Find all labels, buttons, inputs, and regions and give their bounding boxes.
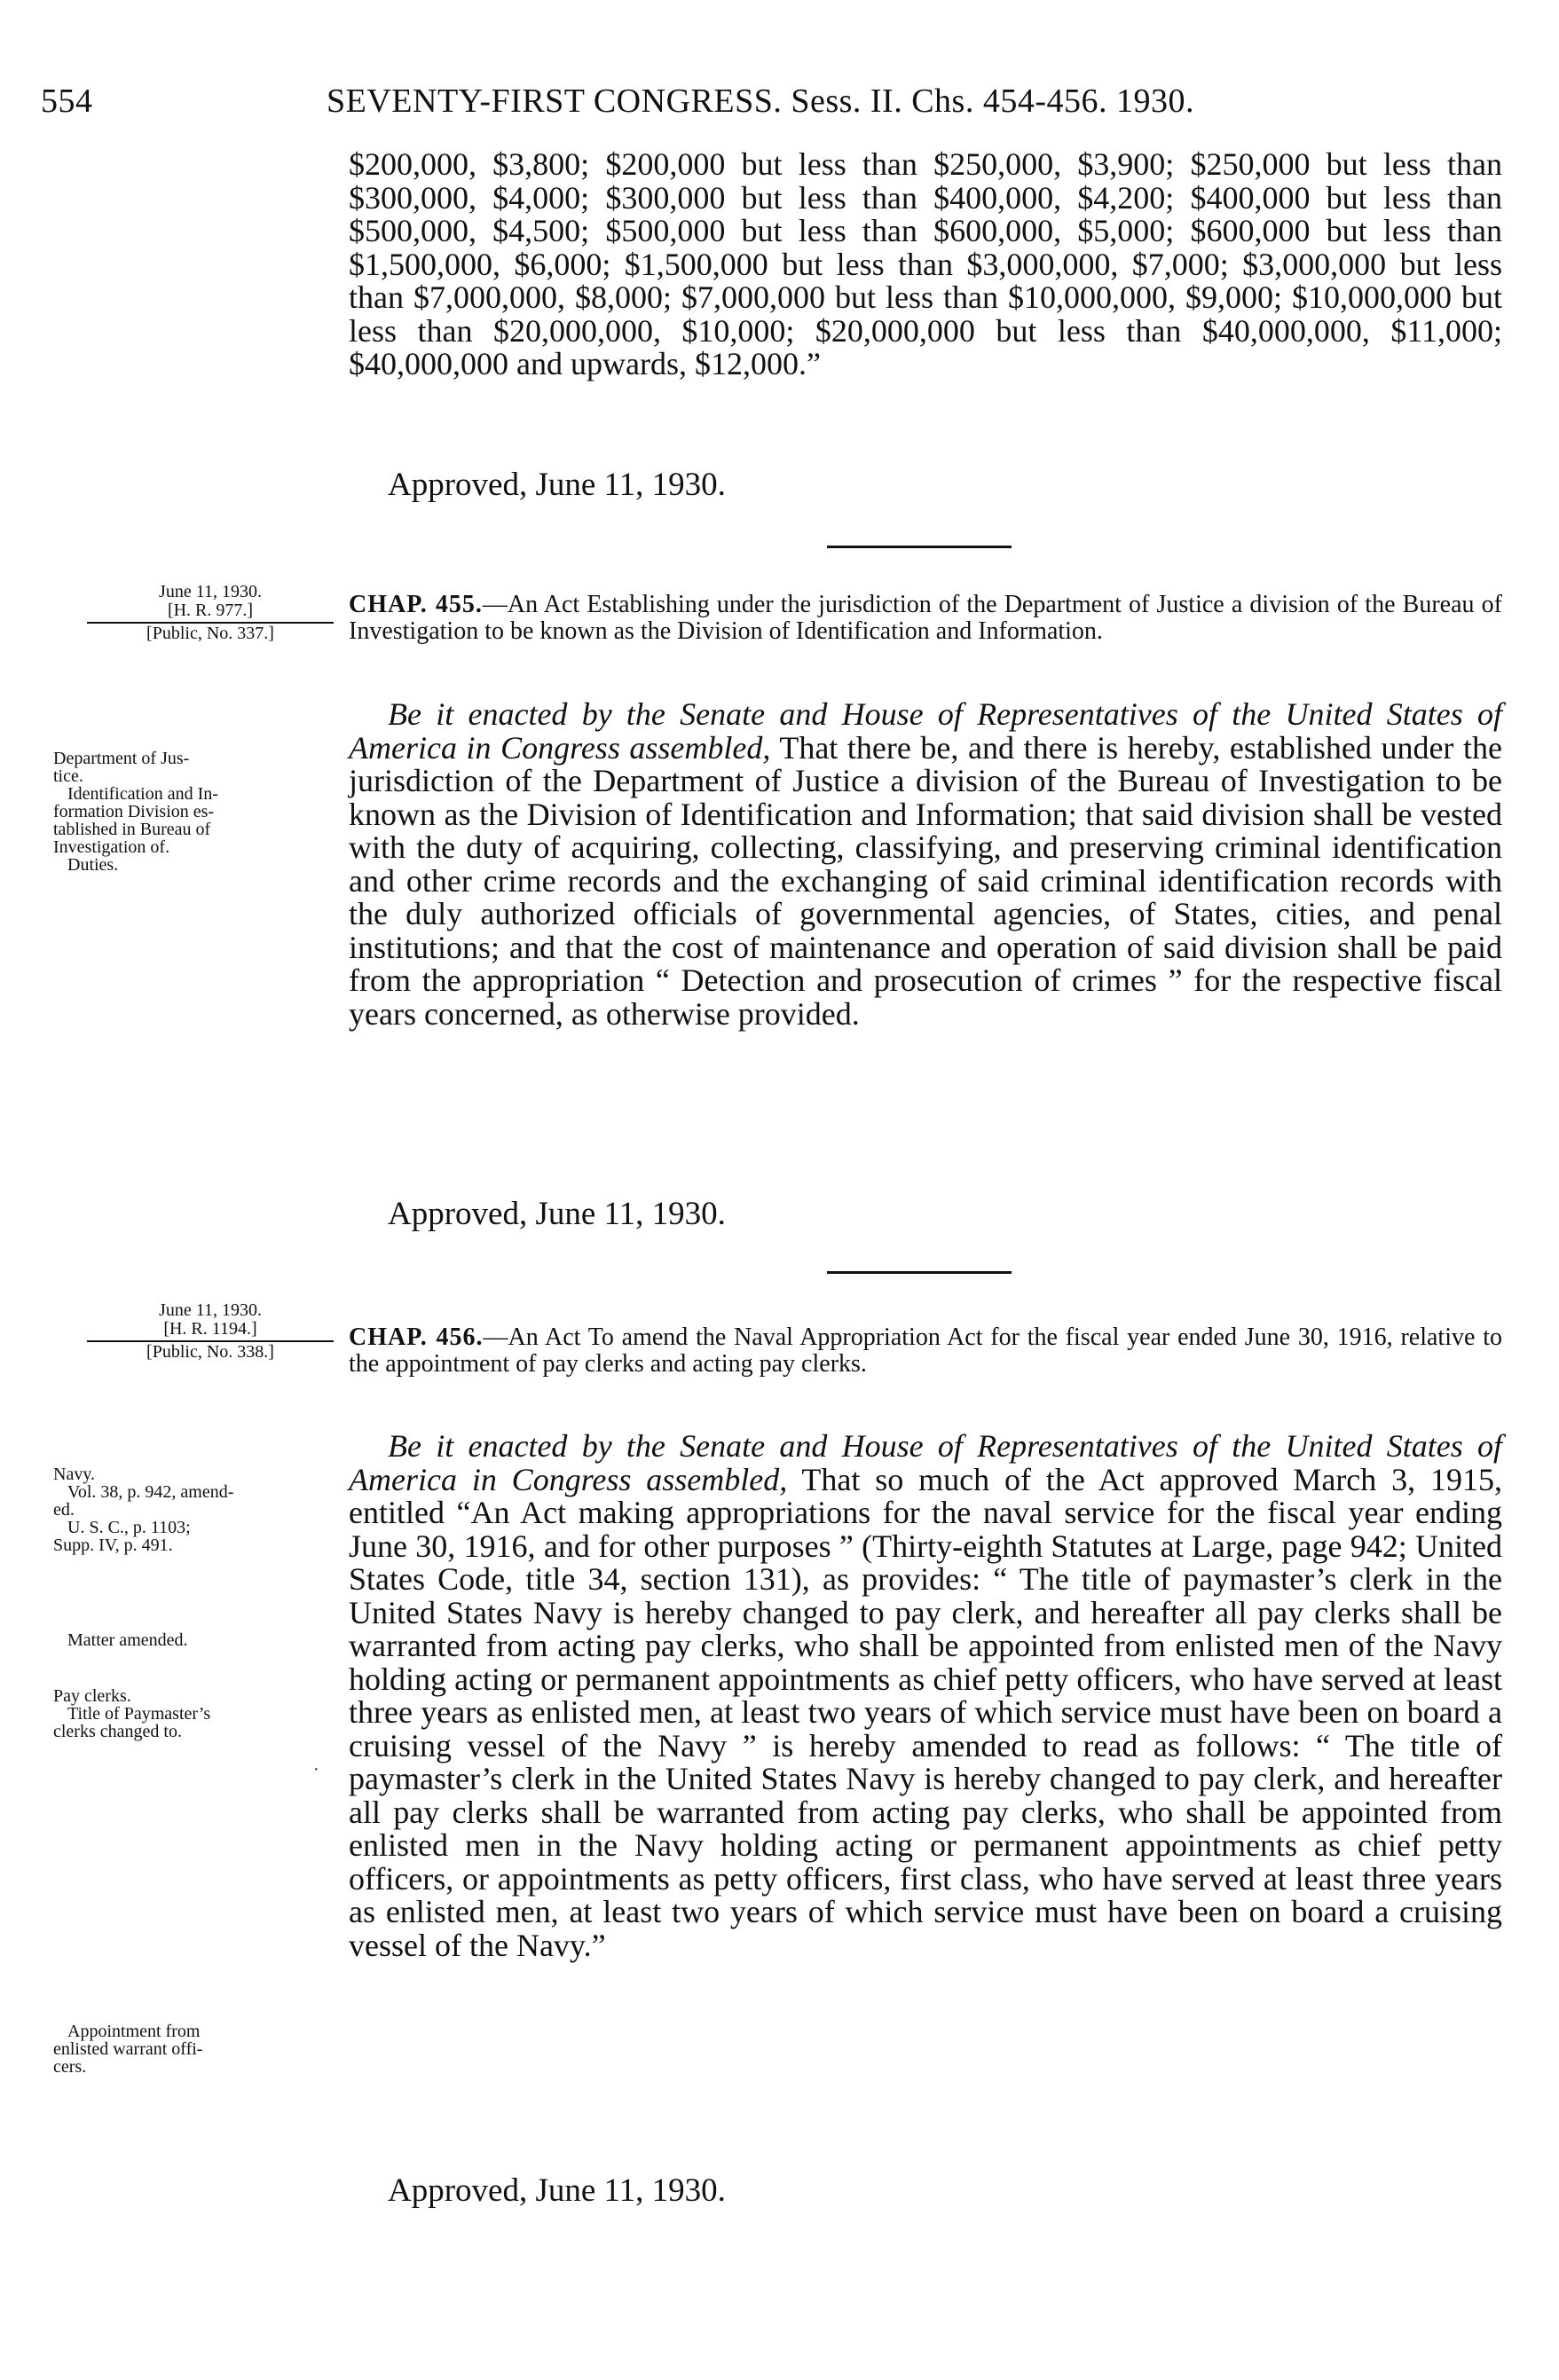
margin-note-line: Title of Paymaster’s xyxy=(67,1704,211,1724)
margin-note-line: Appointment from xyxy=(67,2022,201,2041)
chapter-456-margin-note-matter xyxy=(53,1631,311,1649)
section-divider xyxy=(827,1271,1012,1274)
margin-note-line: Navy. xyxy=(53,1465,96,1484)
section-divider xyxy=(827,546,1012,548)
chapter-455-paragraph xyxy=(349,698,1502,1031)
chapter-454-text: $200,000, $3,800; $200,000 but less than $250,000, $3,900; $250,000 but less than $300,000, $4,000; $300,000 but less than $400,000, $4,200; $400,000 but less than $500,000, $4,500; $500,000 but less than $600,000, $5,000; $600,000 but less than $1,500,000, $6,000; $1,500,000 but less than $3,000,000, $7,000; $3,000,000 but less than $7,000,000, $8,000; $7,000,000 but less than $10,000,000, $9,000; $10,000,000 but less than $20,000,000, $10,000; $20,000,000 but less than $40,000,000, $11,000; $40,000,000 and upwards, $12,000.” xyxy=(349,146,1502,381)
body-text: That so much of the Act approved March 3, 1915, entitled “An Act making appropriations for the naval service for the fiscal year ending June 30, 1916, and for other purposes ” (Thirty-eighth Statutes at Large, page 942; United States Code, title 34, section 131), as provides: “ The title of paymaster’s clerk in the United States Navy is hereby changed to pay clerk, and hereafter all pay clerks shall be warranted from acting pay clerks, who shall be appointed from enlisted men of the Navy holding acting or permanent appointments as chief petty officers, who have served at least three years as enlisted men, at least two years of which service must have been on board a cruising vessel of the Navy ” is hereby amended to read as follows: “ The title of paymaster’s clerk in the United States Navy is hereby changed to pay clerk, and hereafter all pay clerks shall be warranted from acting pay clerks, who shall be appointed from enlisted men in the Navy holding acting or permanent appointments as chief petty officers, or appointments as petty officers, first class, who have served at least three years as enlisted men, at least two years of which service must have been on board a cruising vessel of the Navy.” xyxy=(349,1461,1503,1963)
page-header xyxy=(41,82,1505,126)
margin-note-line: formation Division es- xyxy=(53,802,215,821)
margin-note-line: cers. xyxy=(53,2057,87,2077)
margin-note-line: Supp. IV, p. 491. xyxy=(53,1536,173,1555)
chapter-456-caption xyxy=(349,1324,1502,1378)
chapter-454-continuation xyxy=(349,148,1502,381)
chapter-456-margin-note-pay xyxy=(53,1687,311,1740)
chapter-455-body xyxy=(349,698,1502,1031)
chapter-456-margin-note-navy xyxy=(53,1465,311,1554)
chapter-455-margin-note xyxy=(53,750,311,874)
caption-text: —An Act Establishing under the jurisdiction of the Department of Justice a division of the Bureau of Investigation to be known as the Division of Identification and Information. xyxy=(349,591,1502,645)
margin-note-line: U. S. C., p. 1103; xyxy=(67,1518,191,1537)
margin-note-line: tice. xyxy=(53,766,83,786)
chapter-456-margin-note-appointment xyxy=(53,2023,311,2076)
margin-public-number: [Public, No. 338.] xyxy=(146,1342,274,1362)
chapter-454-approved: Approved, June 11, 1930. xyxy=(388,467,726,503)
margin-note-line: enlisted warrant offi- xyxy=(53,2039,203,2059)
margin-note-line: Pay clerks. xyxy=(53,1686,131,1706)
chapter-label: CHAP. 455. xyxy=(349,591,483,618)
margin-bill-number: [H. R. 977.] xyxy=(167,601,254,620)
enacting-clause: Be it enacted by the Senate and House of Representatives of the United States of America in Congress assembled, xyxy=(349,696,1502,766)
margin-note-line: Department of Jus- xyxy=(53,749,190,768)
margin-note-line: ed. xyxy=(53,1500,75,1520)
margin-note-line: tablished in Bureau of xyxy=(53,820,211,839)
margin-note-line: clerks changed to. xyxy=(53,1722,182,1741)
print-mark: · xyxy=(313,1760,319,1779)
chapter-456-approved: Approved, June 11, 1930. xyxy=(388,2172,726,2209)
margin-note-line: Matter amended. xyxy=(67,1630,188,1650)
chapter-455-approved: Approved, June 11, 1930. xyxy=(388,1196,726,1232)
chapter-456-paragraph xyxy=(349,1430,1502,1962)
margin-date: June 11, 1930. xyxy=(159,1300,262,1320)
body-text: That there be, and there is hereby, established under the jurisdiction of the Department of Justice a division of the Bureau of Investigation to be known as the Division of Identification and Information; that said division shall be vested with the duty of acquiring, collecting, classifying, and preserving criminal identification and other crime records and the exchanging of said criminal identification records with the duly authorized officials of governmental agencies, of States, cities, and penal institutions; and that the cost of maintenance and operation of said division shall be paid from the appropriation “ Detection and prosecution of crimes ” for the respective fiscal years concerned, as otherwise provided. xyxy=(349,729,1502,1032)
margin-note-line: Investigation of. xyxy=(53,837,170,857)
running-head: SEVENTY-FIRST CONGRESS. Sess. II. Chs. 454-456. 1930. xyxy=(327,82,1195,120)
caption-text: —An Act To amend the Naval Appropriation Act for the fiscal year ended June 30, 1916, relative to the appointment of pay clerks and acting pay clerks. xyxy=(349,1324,1502,1378)
chapter-456-body xyxy=(349,1430,1502,1962)
chapter-455-margin-citation xyxy=(82,583,339,643)
margin-note-line: Duties. xyxy=(67,855,119,875)
margin-date: June 11, 1930. xyxy=(159,582,262,601)
margin-bill-number: [H. R. 1194.] xyxy=(163,1319,257,1339)
chapter-label: CHAP. 456. xyxy=(349,1324,484,1351)
chapter-456-margin-citation xyxy=(82,1301,339,1362)
margin-note-line: Vol. 38, p. 942, amend- xyxy=(67,1482,234,1502)
margin-public-number: [Public, No. 337.] xyxy=(146,624,274,643)
chapter-455-caption xyxy=(349,592,1502,645)
enacting-clause: Be it enacted by the Senate and House of Representatives of the United States of America in Congress assembled, xyxy=(349,1428,1502,1497)
page-number: 554 xyxy=(41,82,93,120)
margin-note-line: Identification and In- xyxy=(67,784,218,804)
